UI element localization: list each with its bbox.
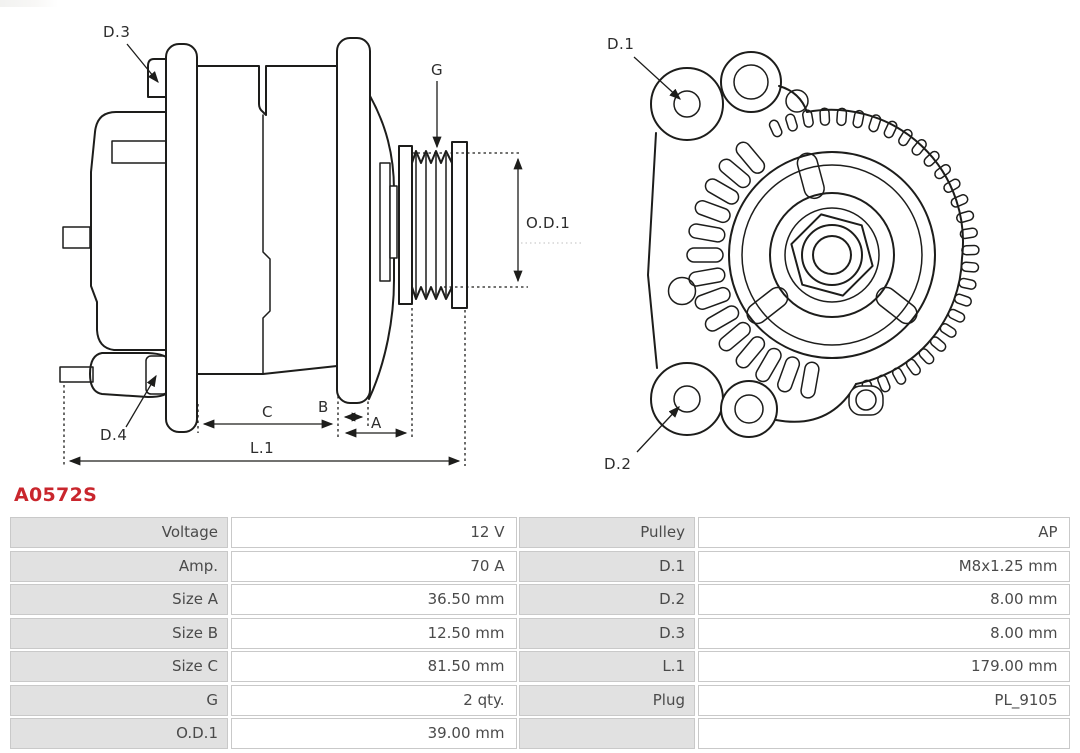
spec-label: D.3	[519, 618, 695, 649]
bottom-hole-boss	[721, 381, 777, 437]
shaft-plate-2	[390, 186, 397, 258]
label-d3: D.3	[103, 23, 131, 41]
dimension-lines	[70, 159, 518, 461]
reference-lines	[64, 153, 582, 466]
spec-label: Amp.	[10, 551, 228, 582]
rear-housing-outline	[91, 112, 168, 350]
bplus-stud	[60, 367, 93, 382]
spec-value: 8.00 mm	[698, 584, 1070, 615]
ear-tab	[148, 59, 166, 97]
bottom-left-lug	[651, 363, 723, 435]
spec-label	[519, 718, 695, 749]
side-view-drawing	[60, 23, 582, 466]
front-view-drawing	[604, 35, 979, 473]
top-hole-boss	[721, 52, 781, 112]
housing-left-edge	[648, 133, 657, 368]
label-a: A	[371, 414, 382, 432]
label-d2: D.2	[604, 455, 632, 473]
spec-value: 2 qty.	[231, 685, 517, 716]
spec-label: Size B	[10, 618, 228, 649]
spec-label: Size C	[10, 651, 228, 682]
spec-value: AP	[698, 517, 1070, 548]
label-l1: L.1	[250, 439, 275, 457]
spec-value: 36.50 mm	[231, 584, 517, 615]
spec-table	[10, 517, 1068, 749]
label-c: C	[262, 403, 273, 421]
connector-block	[90, 353, 168, 397]
rear-housing-slot	[112, 141, 168, 163]
body-top-edge	[197, 66, 337, 115]
label-g: G	[431, 61, 444, 79]
spec-value: PL_9105	[698, 685, 1070, 716]
spec-label: D.1	[519, 551, 695, 582]
label-b: B	[318, 398, 329, 416]
spec-value: 70 A	[231, 551, 517, 582]
shaft-plate-1	[380, 163, 390, 281]
spec-value: 81.50 mm	[231, 651, 517, 682]
spec-label: D.2	[519, 584, 695, 615]
spec-value	[698, 718, 1070, 749]
right-mounting-ear	[337, 38, 370, 403]
top-left-lug	[651, 68, 723, 140]
spec-label: O.D.1	[10, 718, 228, 749]
spec-value: M8x1.25 mm	[698, 551, 1070, 582]
spec-value: 12.50 mm	[231, 618, 517, 649]
spec-value: 8.00 mm	[698, 618, 1070, 649]
body-bottom-edge	[197, 366, 337, 374]
terminal-stud	[63, 227, 90, 248]
housing-top-link	[779, 86, 807, 112]
left-mounting-ear	[166, 44, 197, 432]
spec-value: 12 V	[231, 517, 517, 548]
spec-label: Plug	[519, 685, 695, 716]
body-joint-line	[263, 115, 270, 374]
label-d4: D.4	[100, 426, 128, 444]
spec-value: 179.00 mm	[698, 651, 1070, 682]
spec-label: G	[10, 685, 228, 716]
product-code: A0572S	[14, 484, 98, 506]
spec-label: Voltage	[10, 517, 228, 548]
label-d1: D.1	[607, 35, 635, 53]
label-od1: O.D.1	[526, 214, 571, 232]
spec-value: 39.00 mm	[231, 718, 517, 749]
spec-label: Pulley	[519, 517, 695, 548]
spec-label: L.1	[519, 651, 695, 682]
spec-label: Size A	[10, 584, 228, 615]
pulley	[399, 142, 467, 308]
